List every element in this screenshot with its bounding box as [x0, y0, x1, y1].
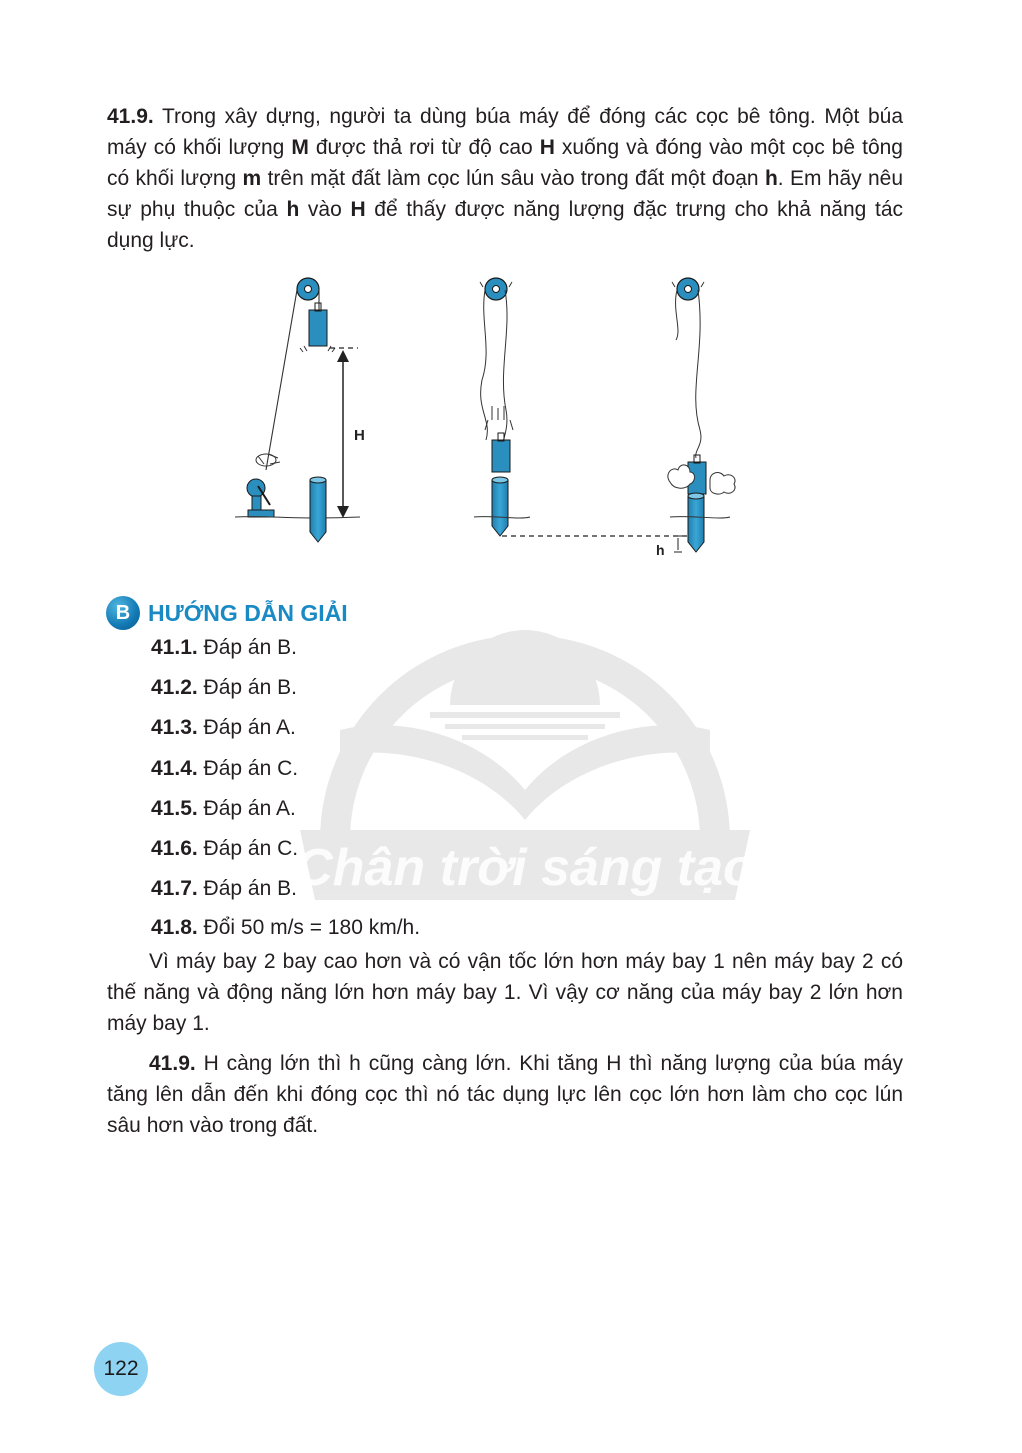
symbol-m: m: [242, 167, 262, 190]
text-seg: xuống và đóng vào một cọc bê tông có khối lượng: [107, 136, 903, 190]
problem-number: 41.9.: [107, 105, 154, 128]
answer-number: 41.1.: [151, 636, 198, 659]
answer-text: Đáp án B.: [197, 636, 297, 659]
hammer-weight: [492, 440, 510, 472]
answer-text: Đáp án B.: [197, 676, 297, 699]
text-seg: vào: [299, 198, 351, 221]
section-title: HƯỚNG DẪN GIẢI: [148, 600, 348, 626]
panel-after-impact: [656, 278, 735, 558]
answer-text: Đáp án C.: [197, 757, 299, 780]
answer-number: 41.6.: [151, 837, 198, 860]
hammer-weight: [309, 310, 327, 346]
answer-number: 41.7.: [151, 877, 198, 900]
answer-item: [151, 914, 420, 942]
answer-item: [151, 755, 298, 783]
text-seg: trên mặt đất làm cọc lún sâu vào trong đất một đoạn: [261, 167, 765, 190]
answer-item: [151, 875, 297, 903]
dust-cloud-icon: [710, 473, 735, 495]
label-H: H: [354, 427, 365, 444]
answer-text: Đáp án A.: [197, 716, 296, 739]
text-seg: để thấy được năng lượng đặc trưng cho khả năng tác dụng lực.: [107, 198, 904, 252]
answer-text: Đáp án C.: [197, 837, 299, 860]
panel-before-drop: [235, 278, 365, 542]
problem-41-9: [107, 101, 903, 256]
answer-text: Đổi 50 m/s = 180 km/h.: [197, 916, 421, 939]
answer-item: [151, 714, 296, 742]
answer-item: [151, 835, 298, 863]
symbol-M: M: [291, 136, 309, 159]
answer-item: [151, 674, 297, 702]
watermark-text: Chân trời sáng tạo: [295, 839, 755, 897]
page-number: 122: [94, 1342, 148, 1396]
answer-number: 41.9.: [149, 1052, 196, 1075]
symbol-H: H: [350, 198, 366, 221]
answer-number: 41.2.: [151, 676, 198, 699]
answer-item: [151, 634, 297, 662]
answer-text: H càng lớn thì h cũng càng lớn. Khi tăng H thì năng lượng của búa máy tăng lên dẫn đến khi đóng cọc thì nó tác dụng lực lên cọc lớn hơn làm cho cọc lún sâu hơn vào trong đất.: [107, 1052, 903, 1137]
concrete-pile: [688, 496, 704, 552]
label-h: h: [656, 542, 665, 558]
concrete-pile: [310, 480, 326, 542]
answer-number: 41.3.: [151, 716, 198, 739]
answer-number: 41.4.: [151, 757, 198, 780]
answer-number: 41.5.: [151, 797, 198, 820]
watermark-logo: [280, 540, 770, 960]
symbol-H: H: [539, 136, 555, 159]
answer-number: 41.8.: [151, 916, 198, 939]
text-seg: được thả rơi từ độ cao: [308, 136, 540, 159]
section-badge: B: [106, 596, 140, 630]
answer-41-9: [107, 1048, 903, 1141]
answer-text: Đáp án A.: [197, 797, 296, 820]
concrete-pile: [492, 480, 508, 536]
pile-driver-figure: [230, 270, 750, 560]
explanation-41-8: Vì máy bay 2 bay cao hơn và có vận tốc lớn hơn máy bay 1 nên máy bay 2 có thế năng và động năng lớn hơn máy bay 1. Vì vậy cơ năng của máy bay 2 lớn hơn máy bay 1.: [107, 950, 903, 1035]
symbol-h: h: [286, 198, 300, 221]
text-seg: . Em hãy nêu sự phụ thuộc của: [107, 167, 904, 221]
answer-item: [151, 795, 296, 823]
text-seg: Trong xây dựng, người ta dùng búa máy để đóng các cọc bê tông. Một búa máy có khối lượng: [107, 105, 903, 159]
answer-text: Đáp án B.: [197, 877, 297, 900]
symbol-h: h: [764, 167, 778, 190]
panel-impact: [474, 278, 695, 536]
